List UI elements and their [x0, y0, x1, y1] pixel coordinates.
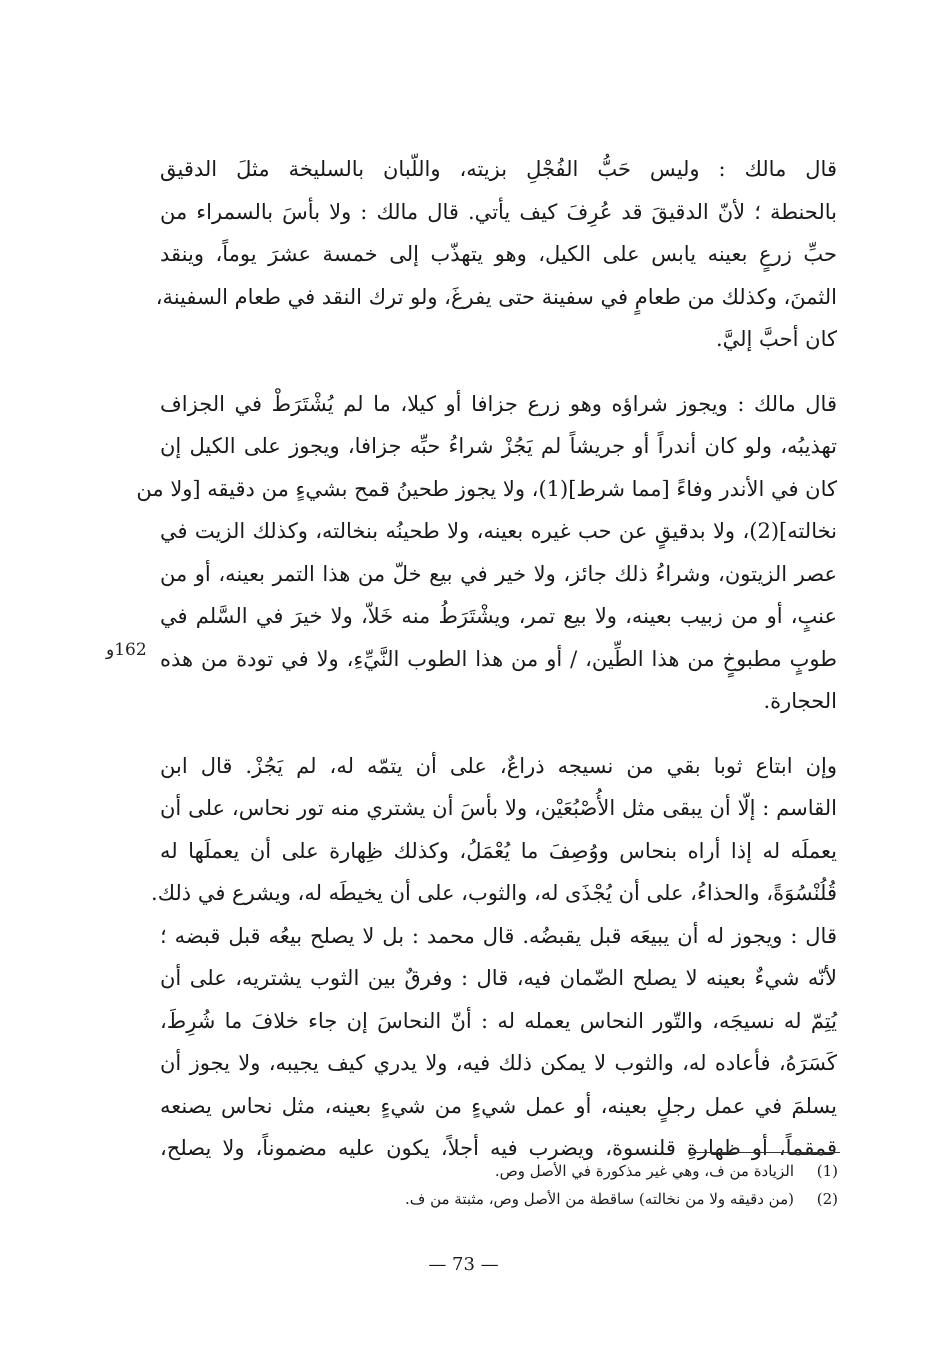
footnote-separator [690, 1152, 840, 1153]
text-line: القاسم : إلّا أن يبقى مثل الأُصْبُعَيْن، ولا بأسَ أن يشتري منه تور نحاس، على أن [160, 796, 837, 820]
main-text [136, 148, 837, 1192]
text-line: بالحنطة ؛ لأنّ الدقيقَ قد عُرِفَ كيف يأتي. قال مالك : ولا بأسَ بالسمراء من [160, 199, 837, 224]
text-line: تهذيبُه، ولو كان أندراً أو جريشاً لم يَجُزْ شراءُ حبِّه جزافا، ويجوز على الكيل إن [160, 434, 837, 458]
paragraph-1 [155, 148, 837, 361]
text-line: كان أحبَّ إليَّ. [715, 327, 837, 351]
paragraph-3 [151, 745, 837, 1170]
text-line: كان في الأندر وفاءً [مما شرط](1)، ولا يجوز طحينُ قمح بشيءٍ من دقيقه [ولا من [136, 476, 837, 501]
text-line: نخالته](2)، ولا بدقيقٍ عن حب غيره بعينه، ولا طحينُه بنخالته، وكذلك الزيت في [160, 519, 837, 543]
text-line: عصر الزيتون، وشراءُ ذلك جائز، ولا خير في بيع خلّ من هذا التمر بعينه، أو من [160, 561, 837, 586]
footnote [330, 1157, 838, 1185]
text-line: يعملَه له إذا أراه بنحاس ووُصِفَ ما يُعْمَلُ، وكذلك ظِهارة على أن يعملَها له [160, 838, 837, 863]
text-line: قال مالك : ويجوز شراؤه وهو زرع جزافا أو كيلا، ما لم يُشْتَرَطْ في الجزاف [160, 391, 837, 416]
text-line: حبِّ زرعٍ بعينه يابس على الكيل، وهو يتهذّب إلى خمسة عشرَ يوماً، وينقد [160, 242, 837, 266]
text-line: يسلمَ في عمل رجلٍ بعينه، أو عمل شيءٍ من شيءٍ بعينه، مثل نحاس يصنعه [160, 1093, 837, 1118]
text-line: قُلُنْسُوَةً، والحذاءُ، على أن يُجْذَى له، والثوب، على أن يخيطَه له، ويشرع في ذلك. [151, 881, 837, 905]
folio-margin-note: 162و [106, 640, 147, 660]
page-number: — 73 — [428, 1254, 499, 1275]
text-line: عنبٍ، أو من زبيب بعينه، ولا بيع تمر، ويشْتَرَطُ منه خَلاّ، ولا خيرَ في السَّلم في [160, 604, 837, 628]
footnotes [330, 1157, 838, 1213]
text-line: الثمنَ، وكذلك من طعامٍ في سفينة حتى يفرغَ، ولو ترك النقد في طعام السفينة، [155, 284, 837, 309]
text-line: قال : ويجوز له أن يبيعَه قبل يقبضُه. قال محمد : بل لا يصلح بيعُه قبل قبضه ؛ [160, 923, 837, 948]
footnote-number: (2) [816, 1190, 838, 1208]
text-line: كَسَرَهُ، فأعاده له، والثوب لا يمكن ذلك فيه، ولا يدري كيف يجيبه، ولا يجوز أن [160, 1051, 837, 1075]
text-line: طوبٍ مطبوخٍ من هذا الطِّين، / أو من هذا الطوب النَّيِّءِ، ولا في تودة من هذه [160, 646, 837, 671]
paragraph-2 [136, 383, 837, 723]
footnote-text: (من دقيقه ولا من نخالته) ساقطة من الأصل وص، مثبتة من ف. [404, 1190, 794, 1208]
text-line: قال مالك : وليس حَبُّ الفُجْلِ بزيته، واللّبان بالسليخة مثلَ الدقيق [160, 157, 837, 181]
text-line: قمقماً، أو ظهارةِ قلنسوة، ويضرب فيه أجلاً، يكون عليه مضموناً، ولا يصلح، [160, 1136, 837, 1160]
text-line: وإن ابتاع ثوبا بقي من نسيجه ذراعٌ، على أن يتمّه له، لم يَجُزْ. قال ابن [160, 753, 837, 778]
text-line: الحجارة. [763, 689, 837, 713]
footnote-text: الزيادة من ف، وهي غير مذكورة في الأصل وص. [494, 1162, 794, 1180]
text-line: لأنّه شيءٌ بعينه لا يصلح الضّمان فيه، قال : وفرقٌ بين الثوب يشتريه، على أن [160, 966, 837, 990]
footnote [330, 1185, 838, 1213]
footnote-number: (1) [816, 1162, 838, 1180]
text-line: يُتِمّ له نسيجَه، والتّور النحاس يعمله له : أنّ النحاسَ إن جاء خلافَ ما شُرِطَ، [160, 1008, 837, 1033]
